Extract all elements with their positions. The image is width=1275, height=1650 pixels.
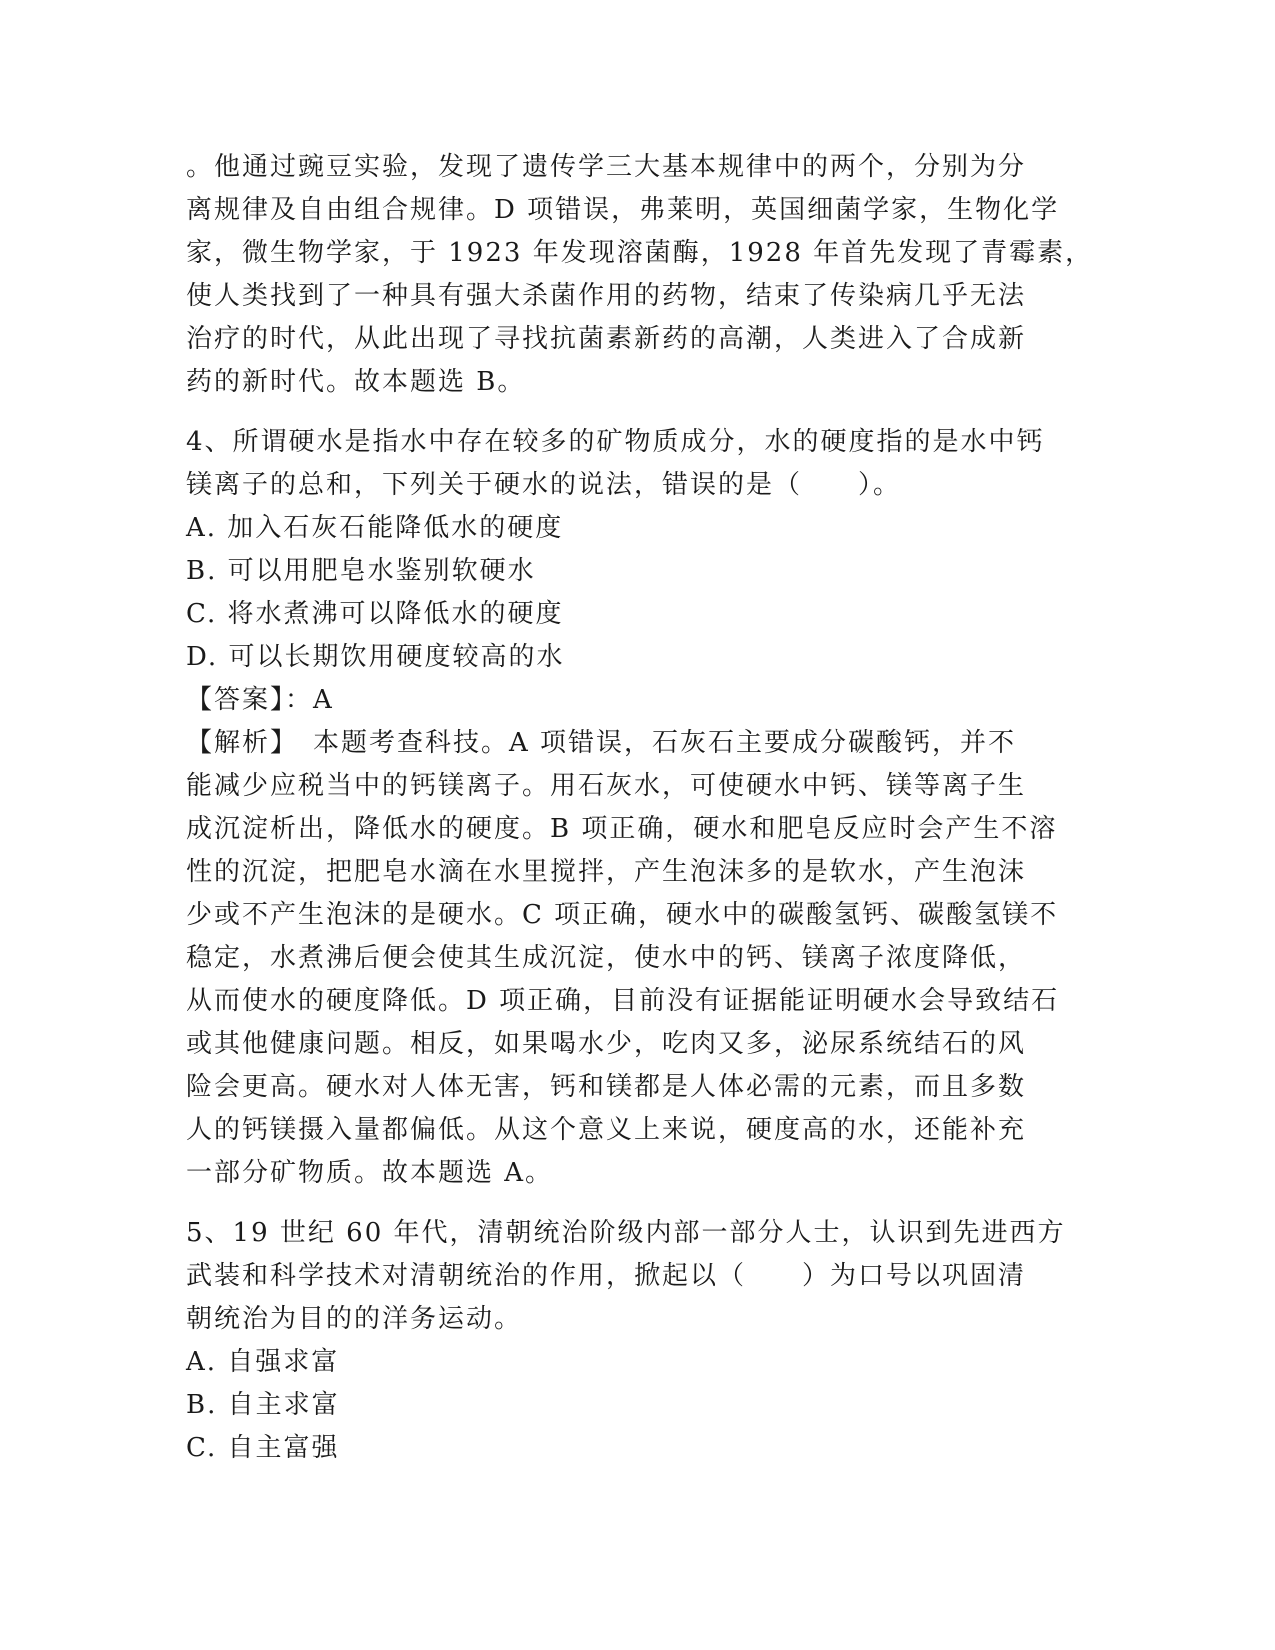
document-page [186,146,1094,1470]
question-stem-line: 5、19 世纪 60 年代，清朝统治阶级内部一部分人士，认识到先进西方 [186,1218,1066,1248]
question-stem-line: 镁离子的总和，下列关于硬水的说法，错误的是（ ）。 [186,470,902,500]
explanation-line: 【解析】 本题考查科技。A 项错误，石灰石主要成分碳酸钙，并不 [186,728,1017,758]
answer-line: 【答案】：A [186,685,334,715]
explanation-line: 或其他健康问题。相反，如果喝水少，吃肉又多，泌尿系统结石的风 [186,1029,1027,1059]
explanation-line: 能减少应税当中的钙镁离子。用石灰水，可使硬水中钙、镁等离子生 [186,771,1027,801]
text-line: 使人类找到了一种具有强大杀菌作用的药物，结束了传染病几乎无法 [186,281,1027,311]
option-d: D. 可以长期饮用硬度较高的水 [186,642,565,672]
question-stem-line: 朝统治为目的的洋务运动。 [186,1304,523,1334]
text-line: 。他通过豌豆实验，发现了遗传学三大基本规律中的两个，分别为分 [186,152,1027,182]
option-b: B. 自主求富 [186,1390,340,1420]
question-5 [186,1212,1086,1470]
text-line: 离规律及自由组合规律。D 项错误，弗莱明，英国细菌学家，生物化学 [186,195,1060,225]
option-a: A. 自强求富 [186,1347,340,1377]
previous-explanation [186,146,1094,404]
option-c: C. 将水煮沸可以降低水的硬度 [186,599,564,629]
question-4 [186,421,1086,1195]
explanation-line: 险会更高。硬水对人体无害，钙和镁都是人体必需的元素，而且多数 [186,1072,1027,1102]
explanation-line: 从而使水的硬度降低。D 项正确，目前没有证据能证明硬水会导致结石 [186,986,1060,1016]
text-line: 家，微生物学家，于 1923 年发现溶菌酶，1928 年首先发现了青霉素， [186,238,1094,268]
option-c: C. 自主富强 [186,1433,340,1463]
question-stem-line: 武装和科学技术对清朝统治的作用，掀起以（ ）为口号以巩固清 [186,1261,1027,1291]
question-stem-line: 4、所谓硬水是指水中存在较多的矿物质成分，水的硬度指的是水中钙 [186,427,1045,457]
text-line: 治疗的时代，从此出现了寻找抗菌素新药的高潮，人类进入了合成新 [186,324,1027,354]
explanation-line: 人的钙镁摄入量都偏低。从这个意义上来说，硬度高的水，还能补充 [186,1115,1027,1145]
paragraph-gap [186,1195,1086,1212]
explanation-line: 成沉淀析出，降低水的硬度。B 项正确，硬水和肥皂反应时会产生不溶 [186,814,1058,844]
explanation-line: 性的沉淀，把肥皂水滴在水里搅拌，产生泡沫多的是软水，产生泡沫 [186,857,1027,887]
text-line: 药的新时代。故本题选 B。 [186,367,526,397]
explanation-line: 一部分矿物质。故本题选 A。 [186,1158,554,1188]
paragraph-gap [186,404,1086,421]
option-b: B. 可以用肥皂水鉴别软硬水 [186,556,536,586]
explanation-line: 少或不产生泡沫的是硬水。C 项正确，硬水中的碳酸氢钙、碳酸氢镁不 [186,900,1059,930]
option-a: A. 加入石灰石能降低水的硬度 [186,513,564,543]
explanation-line: 稳定，水煮沸后便会使其生成沉淀，使水中的钙、镁离子浓度降低， [186,943,1027,973]
